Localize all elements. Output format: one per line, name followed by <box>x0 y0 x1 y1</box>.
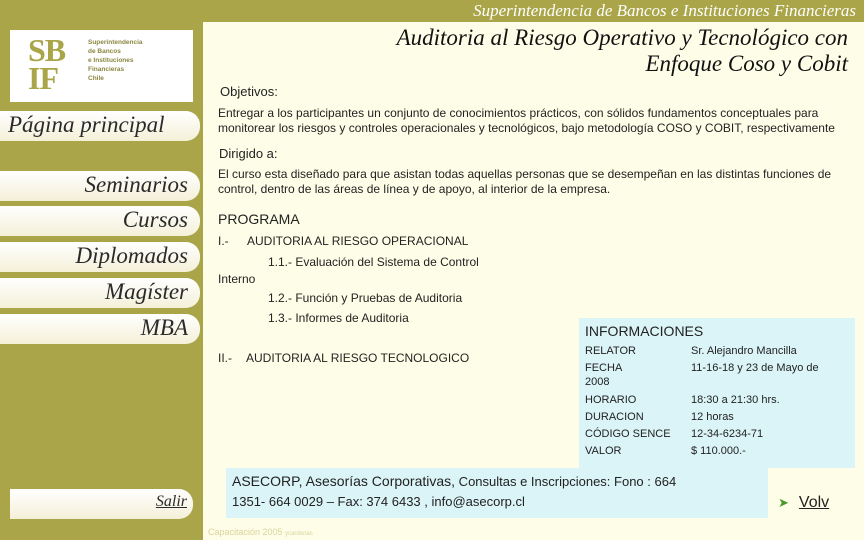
top-banner <box>0 0 864 22</box>
nav-home-label: Página principal <box>8 112 165 137</box>
dirigido-text: El curso esta diseñado para que asistan todas aquellas personas que se desempeñan en las distintas funciones de control, dentro de las áreas de línea y de apoyo, al interior de la empresa. <box>218 167 832 196</box>
logo-mark <box>28 32 84 96</box>
course-title-line2: Enfoque Coso y Cobit <box>645 51 848 76</box>
contact-org: ASECORP, Asesorías Corporativas, <box>232 473 456 489</box>
info-key: RELATOR <box>585 345 636 357</box>
info-value: 18:30 a 21:30 hrs. <box>691 394 780 406</box>
info-key: DURACION <box>585 411 644 423</box>
programa-item-1-3: 1.3.- Informes de Auditoria <box>268 311 409 325</box>
footer-note <box>208 527 313 537</box>
logo-mark-bottom: IF <box>28 60 58 96</box>
info-value: $ 110.000.- <box>691 445 746 457</box>
nav-cursos-label: Cursos <box>122 207 188 232</box>
objetivos-text: Entregar a los participantes un conjunto de conocimientos prácticos, con sólidos fundamentos conceptuales para monitorear los riesgos y controles operacionales y tecnológicos, bajo metodología COSO y COBIT, respectivamente <box>218 106 835 135</box>
objetivos-label: Objetivos: <box>220 84 278 99</box>
info-panel <box>579 318 855 468</box>
contact-inquiries: Consultas e Inscripciones: Fono : 664 <box>455 474 677 489</box>
nav-magister[interactable] <box>0 278 200 308</box>
nav-cursos[interactable] <box>0 206 200 236</box>
nav-home[interactable] <box>0 111 200 141</box>
nav-diplomados-label: Diplomados <box>75 243 188 268</box>
info-heading: INFORMACIONES <box>585 323 704 339</box>
nav-mba[interactable] <box>0 314 200 344</box>
info-key: CÓDIGO SENCE <box>585 428 671 440</box>
contact-line2: 1351- 664 0029 – Fax: 374 6433 , info@asecorp.cl <box>232 494 525 509</box>
footer-note-text: Capacitación 2005 <box>208 527 283 537</box>
agency-name: Superintendencia de Bancos e Instituciones Financieras <box>473 1 856 20</box>
contact-line1 <box>232 473 676 489</box>
logo-mark-top: SB <box>28 32 66 68</box>
programa-interno: Interno <box>218 272 256 286</box>
course-title-line1: Auditoria al Riesgo Operativo y Tecnológico con <box>396 25 848 50</box>
logo-text: Superintendencia de Bancos e Instituciones Financieras Chile <box>88 39 143 82</box>
footer-author: ycardenas <box>285 531 313 537</box>
course-title <box>248 25 848 77</box>
nav-mba-label: MBA <box>140 315 188 340</box>
info-key: HORARIO <box>585 394 637 406</box>
info-key: VALOR <box>585 445 622 457</box>
info-value: 12-34-6234-71 <box>691 428 764 440</box>
nav-seminarios-label: Seminarios <box>84 172 188 197</box>
programa-section2-num: II.- <box>218 351 232 365</box>
sidebar <box>0 22 203 540</box>
salir-label: Salir <box>155 493 187 510</box>
nav-diplomados[interactable] <box>0 242 200 272</box>
volver-label: Volv <box>798 494 830 511</box>
nav-seminarios[interactable] <box>0 171 200 201</box>
nav-magister-label: Magíster <box>104 279 188 304</box>
programa-section2-title: AUDITORIA AL RIESGO TECNOLOGICO <box>246 351 470 365</box>
info-value: 12 horas <box>691 411 734 423</box>
salir-button[interactable] <box>10 489 193 519</box>
programa-heading: PROGRAMA <box>218 211 300 227</box>
programa-section1-title: AUDITORIA AL RIESGO OPERACIONAL <box>247 234 469 248</box>
programa-section1-num: I.- <box>218 234 229 248</box>
info-key: 2008 <box>585 376 610 388</box>
dirigido-label: Dirigido a: <box>219 146 278 161</box>
arrow-right-icon: ➤ <box>778 495 789 510</box>
programa-item-1-1: 1.1.- Evaluación del Sistema de Control <box>268 255 479 269</box>
sbif-logo <box>10 30 193 102</box>
contact-panel <box>226 468 768 518</box>
volver-link[interactable] <box>778 494 829 512</box>
info-value: 11-16-18 y 23 de Mayo de <box>691 362 819 374</box>
info-key: FECHA <box>585 362 623 374</box>
info-value: Sr. Alejandro Mancilla <box>691 345 797 357</box>
programa-item-1-2: 1.2.- Función y Pruebas de Auditoria <box>268 291 463 305</box>
